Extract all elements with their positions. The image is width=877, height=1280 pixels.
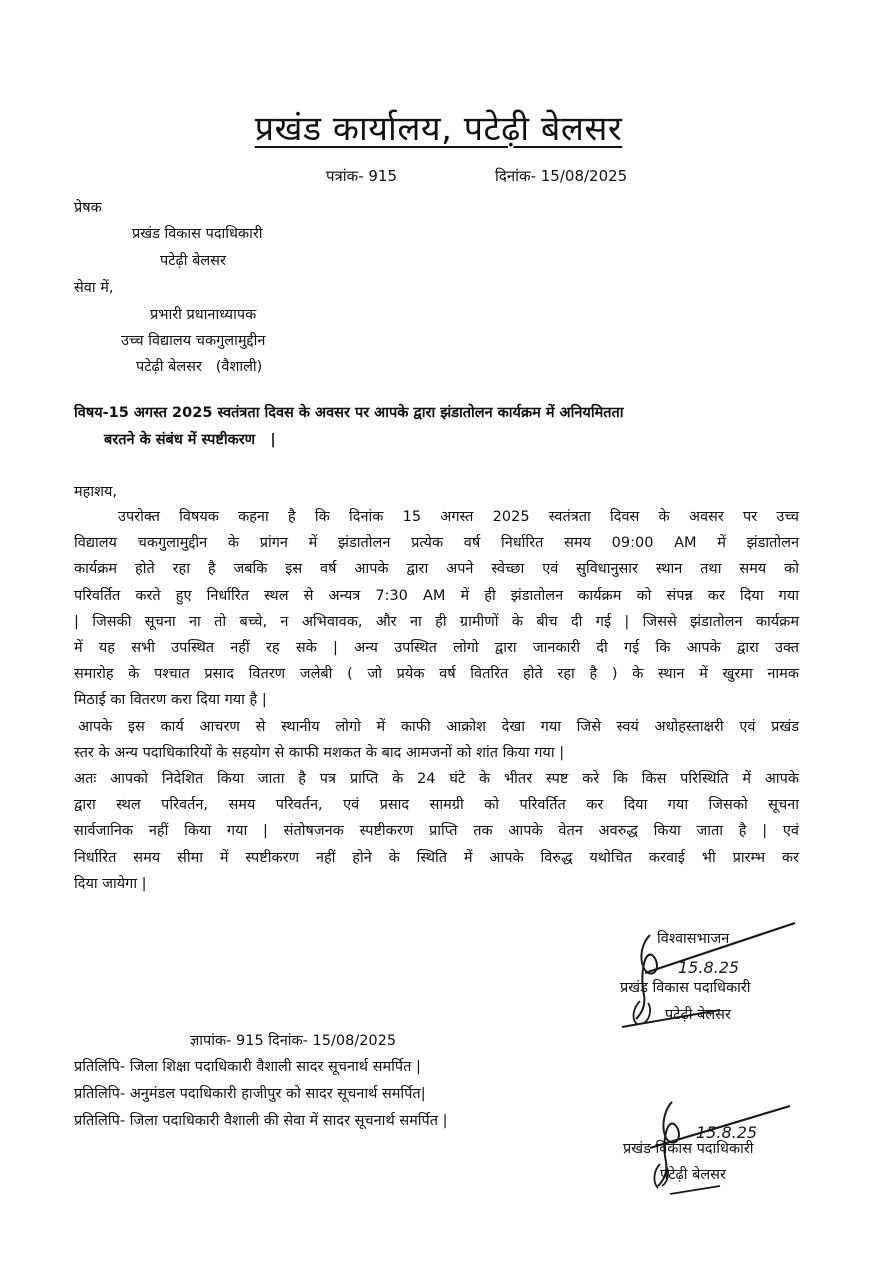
body-line: विद्यालय चकगुलामुद्दीन के प्रांगन में झंडातोलन प्रत्येक वर्ष निर्धारित समय 09:00 AM में झंडातोलन: [74, 535, 799, 552]
office-title: [0, 104, 877, 150]
body-line: मिठाई का वितरण करा दिया गया है |: [74, 692, 267, 709]
body-line: समारोह के पश्चात प्रसाद वितरण जलेबी ( जो प्रयेक वर्ष वितरित होते रहा है ) के स्थान में खुरमा नामक: [74, 666, 799, 683]
office-title-text: प्रखंड कार्यालय, पटेढ़ी बेलसर: [254, 109, 623, 149]
subject-line-2: बरतने के संबंध में स्पष्टीकरण |: [104, 432, 276, 448]
memo-line: ज्ञापांक- 915 दिनांक- 15/08/2025: [190, 1033, 397, 1049]
letter-number: पत्रांक- 915: [326, 167, 398, 185]
closing-text: विश्वासभाजन: [657, 931, 730, 947]
body-line: सार्वजानिक नहीं किया गया | संतोषजनक स्पष्टीकरण प्राप्ति तक आपके वेतन अवरुद्ध किया जाता है | एवं: [74, 823, 799, 840]
subject-line-1: विषय-15 अगस्त 2025 स्वतंत्रता दिवस के अवसर पर आपके द्वारा झंडातोलन कार्यक्रम में अनियमितता: [74, 405, 624, 421]
handwritten-date-2: 15.8.25: [696, 1123, 758, 1142]
copy-line: प्रतिलिपि- अनुमंडल पदाधिकारी हाजीपुर को सादर सूचनार्थ समर्पित|: [74, 1086, 426, 1102]
signatory-place-2: पटेढ़ी बेलसर: [660, 1167, 726, 1183]
recipient-place: पटेढ़ी बेलसर (वैशाली): [136, 359, 263, 375]
letter-date: दिनांक- 15/08/2025: [495, 167, 628, 185]
signatory-place-1: पटेढ़ी बेलसर: [665, 1007, 731, 1023]
copy-line: प्रतिलिपि- जिला पदाधिकारी वैशाली की सेवा में सादर सूचनार्थ समर्पित |: [74, 1113, 448, 1129]
copy-line: प्रतिलिपि- जिला शिक्षा पदाधिकारी वैशाली सादर सूचनार्थ समर्पित |: [74, 1059, 421, 1075]
body-line: उपरोक्त विषयक कहना है कि दिनांक 15 अगस्त 2025 स्वतंत्रता दिवस के अवसर पर उच्च: [118, 509, 799, 525]
body-line: द्वारा स्थल परिवर्तन, समय परिवर्तन, एवं प्रसाद सामग्री को परिवर्तित कर दिया गया जिसको सूचना: [74, 797, 799, 814]
body-line: परिवर्तित करते हुए निर्धारित स्थल से अन्यत्र 7:30 AM में ही झंडातोलन कार्यक्रम को संपन्न कर दिया गया: [74, 587, 799, 604]
body-line: निर्धारित समय सीमा में स्पष्टीकरण नहीं होने के स्थिति में आपके विरुद्ध यथोचित करवाई भी प्रारम्भ कर: [74, 849, 799, 866]
sender-place: पटेढ़ी बेलसर: [160, 253, 226, 269]
body-line: | जिसकी सूचना ना तो बच्चे, न अभिवावक, और ना ही ग्रामीणों के बीच दी गई | जिससे झंडातोलन कार्यक्रम: [74, 613, 799, 630]
letter-body: [74, 504, 799, 897]
sender-designation: प्रखंड विकास पदाधिकारी: [132, 226, 263, 242]
body-line: अतः आपको निदेशित किया जाता है पत्र प्राप्ति के 24 घंटे के भीतर स्पष्ट करे कि किस परिस्थिति में आपके: [74, 771, 799, 788]
sender-label: प्रेषक: [74, 200, 102, 216]
body-line: दिया जायेगा |: [74, 875, 147, 892]
salutation: महाशय,: [74, 484, 118, 500]
body-line: स्तर के अन्य पदाधिकारियों के सहयोग से काफी मशकत के बाद आमजनों को शांत किया गया |: [74, 744, 565, 761]
signatory-designation-1: प्रखंड विकास पदाधिकारी: [620, 980, 751, 996]
signatory-designation-2: प्रखंड विकास पदाधिकारी: [623, 1141, 754, 1157]
recipient-label: सेवा में,: [74, 280, 114, 296]
body-line: में यह सभी उपस्थित नहीं रह सके | अन्य उपस्थित लोगो द्वारा जानकारी दी गई कि आपके द्वारा उक्त: [74, 640, 799, 657]
body-line: कार्यक्रम होते रहा है जबकि इस वर्ष आपके द्वारा अपने स्वेच्छा एवं सुविधानुसार स्थान तथा समय को: [74, 561, 799, 578]
handwritten-date-1: 15.8.25: [678, 958, 740, 977]
recipient-designation: प्रभारी प्रधानाध्यापक: [150, 307, 257, 323]
recipient-school: उच्च विद्यालय चकगुलामुद्दीन: [121, 333, 266, 349]
body-line: आपके इस कार्य आचरण से स्थानीय लोगो में काफी आक्रोश देखा गया जिसे स्वयं अधोहस्ताक्षरी एवं प्रखंड: [78, 718, 799, 735]
